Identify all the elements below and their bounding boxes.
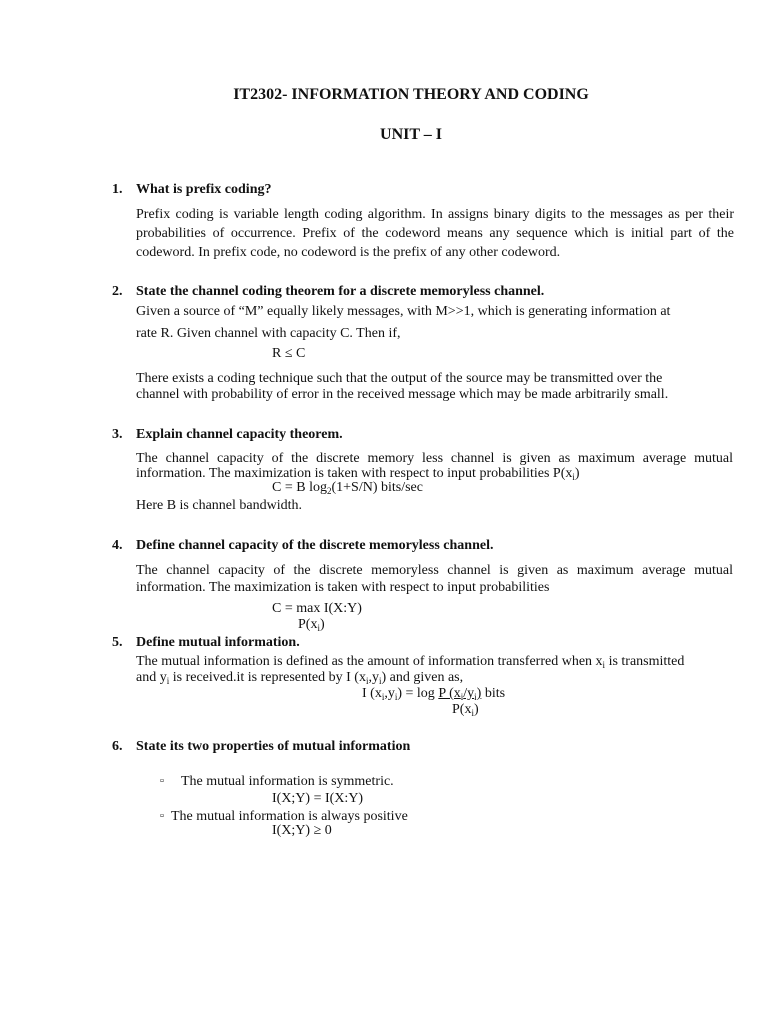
question-number: 6.	[112, 739, 123, 754]
answer-line: channel with probability of error in the received message which may be made arbitrarily small.	[136, 387, 669, 402]
document-title: IT2302- INFORMATION THEORY AND CODING	[233, 86, 589, 103]
bullet-icon: ▫	[160, 810, 164, 822]
answer-line: There exists a coding technique such that the output of the source may be transmitted over the	[136, 371, 663, 386]
bullet-icon: ▫	[160, 775, 164, 787]
question-text: What is prefix coding?	[136, 182, 272, 197]
answer-line: The mutual information is defined as the amount of information transferred when $x_i$ is transmitted	[136, 654, 685, 670]
question-number: 4.	[112, 538, 123, 553]
formula: C = B $\log_2(1+S/N)$ bits/sec	[272, 480, 423, 496]
property-text: The mutual information is symmetric.	[181, 774, 394, 789]
question-text: Explain channel capacity theorem.	[136, 427, 343, 442]
answer-line: information. The maximization is taken with respect to input probabilities $P(x_i)$	[136, 466, 580, 482]
fraction-numerator: P $(x_i/y_i)$	[438, 686, 482, 702]
answer-line: and $y_i$ is received.it is represented by I $(x_i,y_i)$ and given as,	[136, 670, 464, 686]
formula-subscript: $P(x_i)$	[298, 617, 325, 633]
property-text: The mutual information is always positive	[171, 809, 408, 824]
question-text: State the channel coding theorem for a discrete memoryless channel.	[136, 284, 545, 299]
question-text: Define channel capacity of the discrete memoryless channel.	[136, 538, 494, 553]
question-text: Define mutual information.	[136, 635, 300, 650]
formula: I $(x_i,y_i) = \log P$ $(x_i/y_i)$ bits	[362, 686, 506, 702]
question-text: State its two properties of mutual information	[136, 739, 411, 754]
answer-line: Here B is channel bandwidth.	[136, 498, 303, 513]
formula: I(X;Y) = I(X:Y)	[272, 791, 364, 806]
unit-heading: UNIT – I	[380, 126, 442, 143]
answer-line: The channel capacity of the discrete memoryless channel is given as maximum average mutual	[136, 563, 733, 578]
question-number: 2.	[112, 284, 123, 299]
answer-line: Given a source of “M” equally likely messages, with M>>1, which is generating information at	[136, 304, 671, 319]
question-number: 3.	[112, 427, 123, 442]
answer-line: rate R. Given channel with capacity C. Then if,	[136, 326, 401, 341]
fraction-denominator: $P(x_i)$	[452, 702, 479, 718]
answer-paragraph: Prefix coding is variable length coding algorithm. In assigns binary digits to the messages as per their probabilities of occurrence. Prefix of the codeword means any sequence which is initial part of the codeword. In prefix code, no codeword is the prefix of any other codeword.	[136, 207, 734, 260]
question-number: 5.	[112, 635, 123, 650]
formula: R ≤ C	[272, 346, 306, 361]
question-number: 1.	[112, 182, 123, 197]
answer-line: The channel capacity of the discrete memory less channel is given as maximum average mutual	[136, 451, 733, 466]
formula: C = max I(X:Y)	[272, 601, 362, 616]
answer-line: information. The maximization is taken with respect to input probabilities	[136, 580, 550, 595]
formula: I(X;Y) ≥ 0	[272, 823, 332, 838]
